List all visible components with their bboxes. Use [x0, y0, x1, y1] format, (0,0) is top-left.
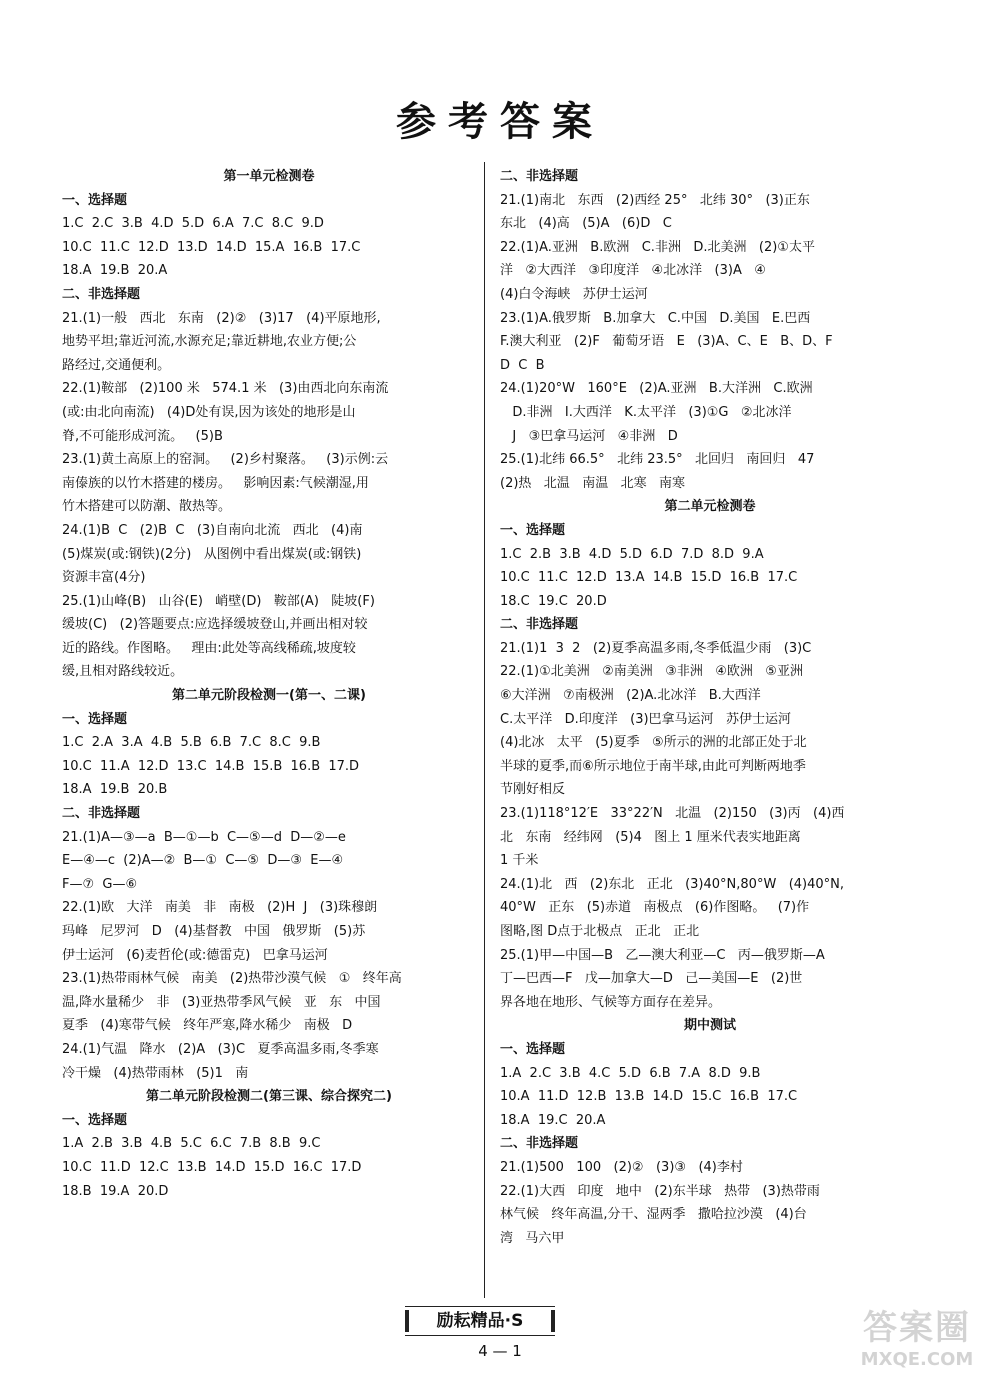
subsection-heading: 二、非选择题 — [62, 286, 141, 302]
answer-line: 林气候 终年高温,分干、湿两季 撒哈拉沙漠 (4)台 — [500, 1207, 807, 1223]
answer-line: 丁—巴西—F 戊—加拿大—D 己—美国—E (2)世 — [500, 971, 803, 987]
section-title: 第二单元阶段检测一(第一、二课) — [172, 688, 366, 704]
answer-line: 10.C 11.C 12.D 13.D 14.D 15.A 16.B 17.C — [62, 239, 361, 255]
answer-line: 界各地在地形、气候等方面存在差异。 — [500, 994, 722, 1010]
answer-line: 18.B 19.A 20.D — [62, 1183, 169, 1199]
answer-line: 23.(1)热带雨林气候 南美 (2)热带沙漠气候 ① 终年高 — [62, 971, 402, 987]
answer-line: 10.C 11.A 12.D 13.C 14.B 15.B 16.B 17.D — [62, 758, 360, 774]
answer-line: 21.(1)一般 西北 东南 (2)② (3)17 (4)平原地形, — [62, 310, 381, 326]
subsection-heading: 一、选择题 — [62, 711, 128, 727]
answer-line: 18.A 19.B 20.A — [62, 263, 168, 279]
answer-line: 温,降水量稀少 非 (3)亚热带季风气候 亚 东 中国 — [62, 994, 381, 1010]
answer-line: 21.(1)A—③—a B—①—b C—⑤—d D—②—e — [62, 829, 346, 845]
answer-line: 10.C 11.C 12.D 13.A 14.B 15.D 16.B 17.C — [500, 570, 798, 586]
answer-line: (4)白令海峡 苏伊士运河 — [500, 286, 648, 302]
answer-line: 洋 ②大西洋 ③印度洋 ④北冰洋 (3)A ④ — [500, 263, 766, 279]
answer-line: 21.(1)南北 东西 (2)西经 25° 北纬 30° (3)正东 — [500, 192, 810, 208]
column-divider — [484, 162, 485, 1298]
answer-line: 22.(1)欧 大洋 南美 非 南极 (2)H J (3)珠穆朗 — [62, 900, 378, 916]
answer-line: 21.(1)500 100 (2)② (3)③ (4)李村 — [500, 1159, 743, 1175]
answer-line: 缓坡(C) (2)答题要点:应选择缓坡登山,并画出相对较 — [62, 617, 368, 633]
answer-line: ⑥大洋洲 ⑦南极洲 (2)A.北冰洋 B.大西洋 — [500, 688, 761, 704]
answer-line: 25.(1)甲—中国—B 乙—澳大利亚—C 丙—俄罗斯—A — [500, 947, 825, 963]
answer-line: F—⑦ G—⑥ — [62, 876, 138, 892]
subsection-heading: 一、选择题 — [500, 1041, 566, 1057]
answer-line: D C B — [500, 357, 545, 373]
answer-line: 23.(1)118°12′E 33°22′N 北温 (2)150 (3)丙 (4)西 — [500, 806, 845, 822]
section-title: 第一单元检测卷 — [223, 169, 315, 184]
answer-line: 10.C 11.D 12.C 13.B 14.D 15.D 16.C 17.D — [62, 1159, 362, 1175]
answer-line: 23.(1)黄土高原上的窑洞。 (2)乡村聚落。 (3)示例:云 — [62, 452, 389, 468]
footer-brand: 励耘精品·S — [405, 1306, 555, 1336]
watermark-logo — [842, 1300, 992, 1390]
answer-line: 北 东南 经纬网 (5)4 图上 1 厘米代表实地距离 — [500, 829, 801, 845]
answer-line: 东北 (4)高 (5)A (6)D C — [500, 216, 672, 232]
answer-line: (或:由北向南流) (4)D处有误,因为该处的地形是山 — [62, 404, 356, 420]
answer-line: 玛峰 尼罗河 D (4)基督教 中国 俄罗斯 (5)苏 — [62, 924, 366, 939]
answer-line: 22.(1)鞍部 (2)100 米 574.1 米 (3)由西北向东南流 — [62, 381, 389, 397]
subsection-heading: 一、选择题 — [500, 522, 566, 538]
answer-line: (5)煤炭(或:钢铁)(2分) 从图例中看出煤炭(或:钢铁) — [62, 546, 362, 562]
answer-line: 缓,且相对路线较近。 — [62, 664, 184, 680]
answer-line: 25.(1)北纬 66.5° 北纬 23.5° 北回归 南回归 47 — [500, 452, 815, 468]
answer-line: 半球的夏季,而⑥所示地位于南半球,由此可判断两地季 — [500, 758, 806, 774]
answer-line: 伊士运河 (6)麦哲伦(或:德雷克) 巴拿马运河 — [62, 947, 328, 963]
subsection-heading: 二、非选择题 — [500, 169, 579, 184]
answer-line: 夏季 (4)寒带气候 终年严寒,降水稀少 南极 D — [62, 1018, 353, 1034]
answer-line: C.太平洋 D.印度洋 (3)巴拿马运河 苏伊士运河 — [500, 711, 791, 727]
answer-line: 1.C 2.C 3.B 4.D 5.D 6.A 7.C 8.C 9.D — [62, 216, 324, 232]
answer-line: (4)北冰 太平 (5)夏季 ⑤所示的洲的北部正处于北 — [500, 735, 807, 751]
section-title: 第二单元检测卷 — [664, 499, 756, 515]
watermark-text: 答案圈 — [863, 1308, 971, 1348]
answer-line: 18.C 19.C 20.D — [500, 593, 607, 609]
answer-line: 18.A 19.B 20.B — [62, 782, 168, 798]
answer-line: 10.A 11.D 12.B 13.B 14.D 15.C 16.B 17.C — [500, 1089, 798, 1105]
subsection-heading: 二、非选择题 — [500, 1136, 579, 1152]
answer-line: 24.(1)20°W 160°E (2)A.亚洲 B.大洋洲 C.欧洲 — [500, 381, 813, 397]
subsection-heading: 二、非选择题 — [62, 806, 141, 822]
answer-line: 资源丰富(4分) — [62, 570, 146, 586]
answer-line: 22.(1)大西 印度 地中 (2)东半球 热带 (3)热带雨 — [500, 1183, 820, 1199]
answer-line: 1.C 2.A 3.A 4.B 5.B 6.B 7.C 8.C 9.B — [62, 735, 321, 751]
watermark-url: MXQE.COM — [860, 1349, 974, 1370]
page-title: 参考答案 — [396, 98, 604, 145]
answer-line: 南傣族的以竹木搭建的楼房。 影响因素:气候潮湿,用 — [62, 475, 369, 491]
answer-line: 24.(1)B C (2)B C (3)自南向北流 西北 (4)南 — [62, 522, 363, 538]
answer-line: 1.A 2.B 3.B 4.B 5.C 6.C 7.B 8.B 9.C — [62, 1136, 321, 1152]
answer-line: 25.(1)山峰(B) 山谷(E) 峭壁(D) 鞍部(A) 陡坡(F) — [62, 593, 375, 609]
answer-line: 冷干燥 (4)热带雨林 (5)1 南 — [62, 1065, 249, 1081]
answer-line: 23.(1)A.俄罗斯 B.加拿大 C.中国 D.美国 E.巴西 — [500, 310, 811, 326]
subsection-heading: 二、非选择题 — [500, 617, 579, 633]
answer-line: 22.(1)A.亚洲 B.欧洲 C.非洲 D.北美洲 (2)①太平 — [500, 239, 815, 255]
answer-line: 近的路线。作图略。 理由:此处等高线稀疏,坡度较 — [62, 640, 356, 656]
answer-line: (2)热 北温 南温 北寒 南寒 — [500, 475, 686, 491]
answer-line: D.非洲 I.大西洋 K.太平洋 (3)①G ②北冰洋 — [500, 404, 792, 420]
answer-line: 1 千米 — [500, 853, 539, 869]
answer-line: 竹木搭建可以防潮、散热等。 — [62, 499, 232, 515]
answer-line: F.澳大利亚 (2)F 葡萄牙语 E (3)A、C、E B、D、F — [500, 334, 833, 350]
answer-line: 24.(1)气温 降水 (2)A (3)C 夏季高温多雨,冬季寒 — [62, 1041, 379, 1057]
answer-line: 1.C 2.B 3.B 4.D 5.D 6.D 7.D 8.D 9.A — [500, 546, 764, 562]
section-title: 期中测试 — [683, 1018, 736, 1034]
answer-line: 18.A 19.C 20.A — [500, 1112, 606, 1128]
answer-line: J ③巴拿马运河 ④非洲 D — [500, 428, 678, 444]
answer-line: 湾 马六甲 — [500, 1230, 565, 1246]
answer-line: 21.(1)1 3 2 (2)夏季高温多雨,冬季低温少雨 (3)C — [500, 640, 812, 656]
answer-line: 22.(1)①北美洲 ②南美洲 ③非洲 ④欧洲 ⑤亚洲 — [500, 664, 803, 680]
answer-line: 路经过,交通便利。 — [62, 357, 171, 373]
answer-line: 40°W 正东 (5)赤道 南极点 (6)作图略。 (7)作 — [500, 900, 810, 916]
right-column — [500, 165, 920, 1250]
subsection-heading: 一、选择题 — [62, 192, 128, 208]
left-column — [62, 165, 476, 1203]
answer-line: 地势平坦;靠近河流,水源充足;靠近耕地,农业方便;公 — [62, 334, 357, 350]
answer-line: 图略,图 D点于北极点 正北 正北 — [500, 924, 700, 939]
answer-line: 24.(1)北 西 (2)东北 正北 (3)40°N,80°W (4)40°N, — [500, 876, 845, 892]
subsection-heading: 一、选择题 — [62, 1112, 128, 1128]
answer-line: E—④—c (2)A—② B—① C—⑤ D—③ E—④ — [62, 853, 344, 869]
section-title: 第二单元阶段检测二(第三课、综合探究二) — [146, 1089, 392, 1105]
page-number: 4 — 1 — [478, 1342, 522, 1360]
answer-line: 1.A 2.C 3.B 4.C 5.D 6.B 7.A 8.D 9.B — [500, 1065, 761, 1081]
answer-line: 脊,不可能形成河流。 (5)B — [62, 428, 223, 444]
answer-line: 节刚好相反 — [500, 782, 566, 798]
